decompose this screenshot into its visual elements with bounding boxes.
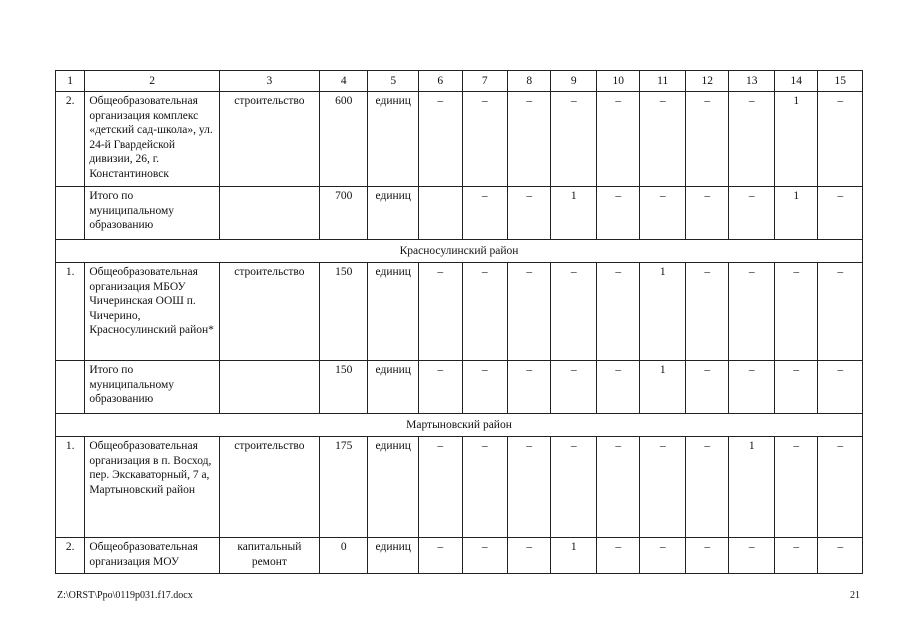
section-row	[56, 414, 863, 437]
year-cell: –	[508, 187, 551, 240]
year-cell: –	[596, 361, 639, 414]
year-cell: 1	[774, 187, 817, 240]
work-type: строительство	[219, 263, 319, 361]
object-name: Общеобразовательная организация в п. Восход, пер. Экскаваторный, 7 а, Мартыновский район	[85, 437, 220, 538]
year-cell: –	[419, 263, 462, 361]
year-cell: –	[774, 538, 817, 574]
year-cell: –	[729, 187, 775, 240]
year-cell: –	[462, 437, 508, 538]
year-cell: –	[596, 92, 639, 187]
year-cell: –	[774, 361, 817, 414]
year-cell: 1	[640, 263, 686, 361]
year-cell: –	[551, 437, 597, 538]
year-cell: –	[419, 361, 462, 414]
header-cell: 3	[219, 71, 319, 92]
table-row	[56, 92, 863, 187]
capacity-value: 150	[319, 263, 368, 361]
year-cell: –	[462, 361, 508, 414]
year-cell: 1	[551, 538, 597, 574]
header-cell: 6	[419, 71, 462, 92]
table-row	[56, 263, 863, 361]
object-name: Итого по муниципальному образованию	[85, 361, 220, 414]
header-cell: 9	[551, 71, 597, 92]
section-title: Мартыновский район	[56, 414, 863, 437]
header-cell: 4	[319, 71, 368, 92]
row-number: 2.	[56, 538, 85, 574]
year-cell: –	[685, 361, 728, 414]
year-cell: –	[818, 187, 863, 240]
year-cell: –	[729, 263, 775, 361]
header-cell: 15	[818, 71, 863, 92]
unit-label: единиц	[368, 187, 419, 240]
year-cell: –	[462, 187, 508, 240]
capacity-value: 150	[319, 361, 368, 414]
year-cell: 1	[551, 187, 597, 240]
header-cell: 12	[685, 71, 728, 92]
year-cell: –	[551, 263, 597, 361]
header-cell: 13	[729, 71, 775, 92]
section-title: Красносулинский район	[56, 240, 863, 263]
year-cell: –	[462, 92, 508, 187]
year-cell: –	[419, 92, 462, 187]
year-cell: –	[774, 437, 817, 538]
year-cell: –	[419, 437, 462, 538]
header-cell: 11	[640, 71, 686, 92]
year-cell: –	[685, 92, 728, 187]
year-cell: –	[640, 187, 686, 240]
capacity-value: 0	[319, 538, 368, 574]
year-cell: –	[818, 361, 863, 414]
work-type	[219, 361, 319, 414]
year-cell: –	[462, 263, 508, 361]
year-cell: –	[551, 92, 597, 187]
year-cell: –	[419, 538, 462, 574]
year-cell: –	[685, 538, 728, 574]
object-name: Итого по муниципальному образованию	[85, 187, 220, 240]
table-row	[56, 437, 863, 538]
year-cell: –	[818, 263, 863, 361]
year-cell: –	[729, 361, 775, 414]
header-cell: 5	[368, 71, 419, 92]
year-cell: –	[640, 92, 686, 187]
year-cell: –	[818, 437, 863, 538]
work-type: строительство	[219, 437, 319, 538]
capacity-value: 175	[319, 437, 368, 538]
year-cell: –	[640, 538, 686, 574]
year-cell: –	[685, 263, 728, 361]
row-number: 2.	[56, 92, 85, 187]
year-cell: –	[508, 92, 551, 187]
year-cell: –	[508, 361, 551, 414]
footer-file-path: Z:\ORST\Ppo\0119p031.f17.docx	[57, 590, 193, 601]
year-cell: –	[508, 437, 551, 538]
unit-label: единиц	[368, 263, 419, 361]
year-cell: –	[596, 263, 639, 361]
year-cell: –	[551, 361, 597, 414]
capacity-value: 600	[319, 92, 368, 187]
header-cell: 14	[774, 71, 817, 92]
row-number: 1.	[56, 263, 85, 361]
object-name: Общеобразовательная организация МОУ	[85, 538, 220, 574]
table-row	[56, 187, 863, 240]
table-row	[56, 538, 863, 574]
section-row	[56, 240, 863, 263]
year-cell: 1	[774, 92, 817, 187]
year-cell: –	[596, 437, 639, 538]
object-name: Общеобразовательная организация МБОУ Чичеринская ООШ п. Чичерино, Красносулинский район*	[85, 263, 220, 361]
year-cell: –	[685, 437, 728, 538]
header-cell: 7	[462, 71, 508, 92]
year-cell: 1	[729, 437, 775, 538]
header-cell: 10	[596, 71, 639, 92]
header-cell: 1	[56, 71, 85, 92]
year-cell: –	[774, 263, 817, 361]
year-cell: –	[596, 187, 639, 240]
header-cell: 2	[85, 71, 220, 92]
year-cell: –	[508, 263, 551, 361]
year-cell: –	[508, 538, 551, 574]
header-row	[56, 71, 863, 92]
footer-page-number: 21	[850, 590, 860, 601]
unit-label: единиц	[368, 361, 419, 414]
row-number	[56, 187, 85, 240]
row-number	[56, 361, 85, 414]
header-cell: 8	[508, 71, 551, 92]
year-cell	[419, 187, 462, 240]
unit-label: единиц	[368, 437, 419, 538]
year-cell: 1	[640, 361, 686, 414]
year-cell: –	[596, 538, 639, 574]
document-table	[55, 70, 863, 574]
table-row	[56, 361, 863, 414]
object-name: Общеобразовательная организация комплекс «детский сад-школа», ул. 24-й Гвардейской дивизии, 26, г. Константиновск	[85, 92, 220, 187]
year-cell: –	[685, 187, 728, 240]
capacity-value: 700	[319, 187, 368, 240]
unit-label: единиц	[368, 92, 419, 187]
work-type: строительство	[219, 92, 319, 187]
work-type	[219, 187, 319, 240]
year-cell: –	[818, 538, 863, 574]
table-body	[56, 71, 863, 574]
year-cell: –	[640, 437, 686, 538]
unit-label: единиц	[368, 538, 419, 574]
row-number: 1.	[56, 437, 85, 538]
work-type: капитальный ремонт	[219, 538, 319, 574]
year-cell: –	[818, 92, 863, 187]
year-cell: –	[462, 538, 508, 574]
year-cell: –	[729, 538, 775, 574]
year-cell: –	[729, 92, 775, 187]
